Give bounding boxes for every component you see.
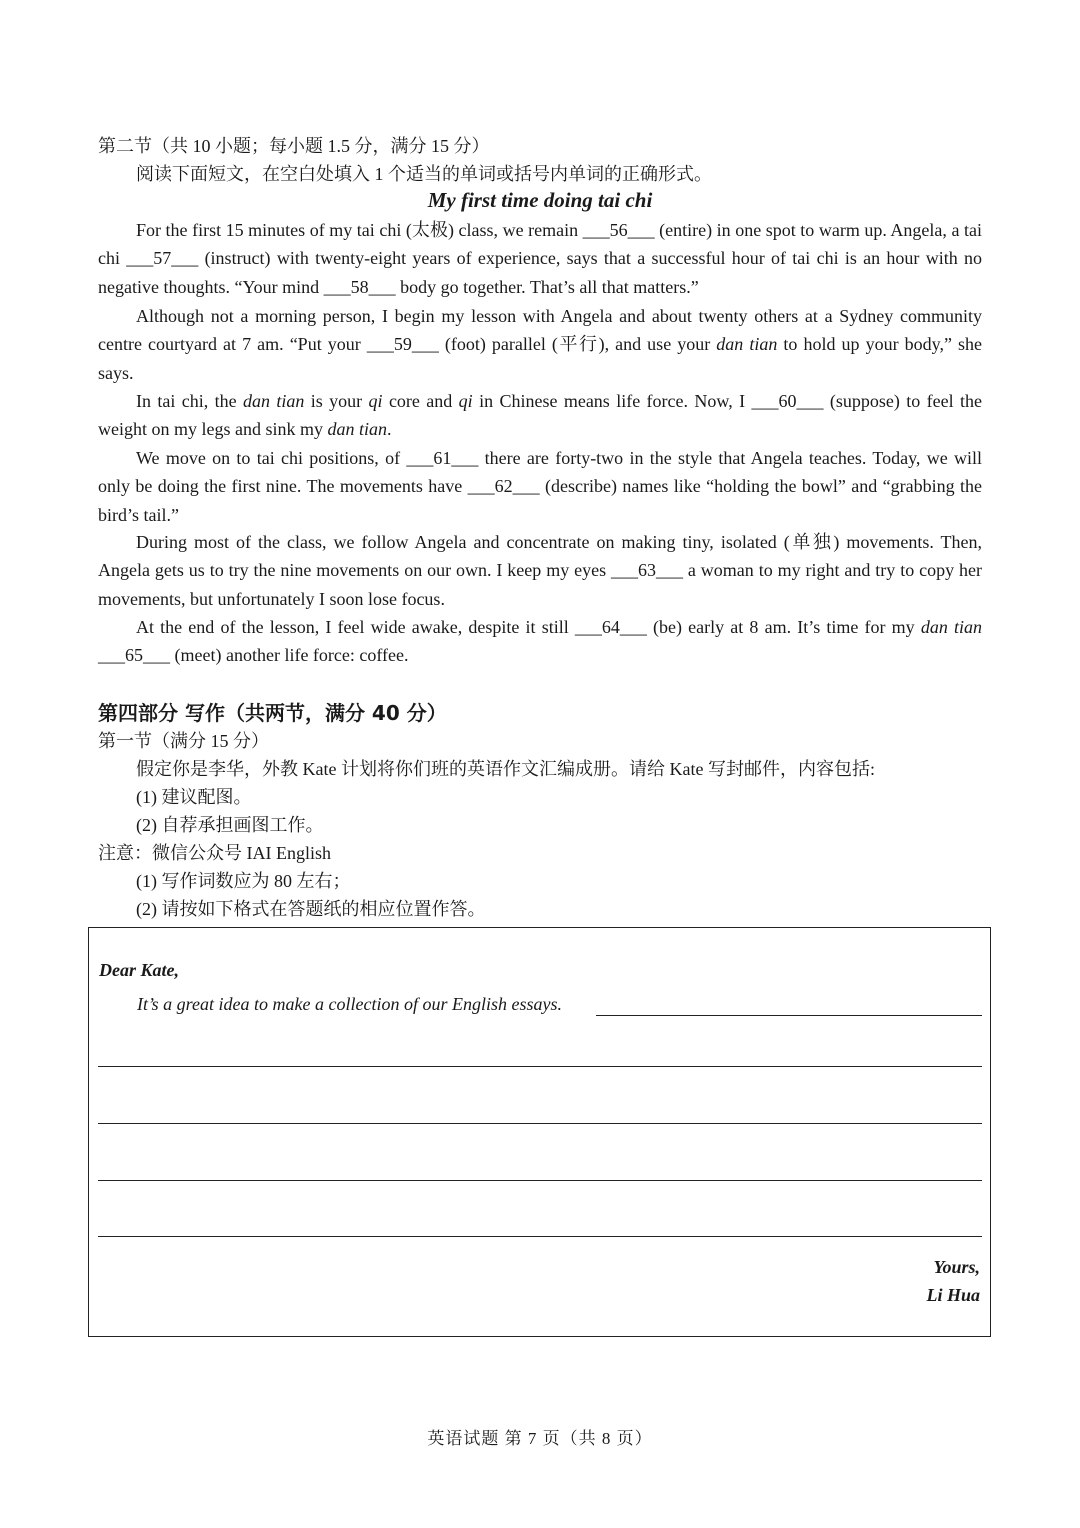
text-run: (foot) parallel (平行), and use your xyxy=(438,334,717,355)
passage-paragraph-1 xyxy=(98,216,982,301)
note-heading: 注意：微信公众号 IAI English xyxy=(98,843,331,863)
answer-line[interactable] xyxy=(98,1066,982,1067)
text-run: (describe) names like “holding the bowl” and “grabbing the bird’s tail.” xyxy=(98,476,983,525)
prompt-item-2: (2) 自荐承担画图工作。 xyxy=(136,815,324,835)
text-run: For the first 15 minutes of my tai chi (太极) class, we remain xyxy=(136,220,583,240)
passage-paragraph-2 xyxy=(98,302,982,387)
text-run: a woman to my right and try to copy her movements, but unfortunately I soon lose focus. xyxy=(98,560,982,609)
letter-opening: It’s a great idea to make a collection of our English essays. xyxy=(137,994,562,1014)
text-run: During most of the class, we follow Angela and concentrate on making tiny, isolated (单独) movements. Then, Angela gets us to try the nine movements on our own. I keep my eyes xyxy=(98,532,982,581)
answer-line[interactable] xyxy=(98,1123,982,1124)
part4-heading: 第四部分 写作（共两节，满分 40 分） xyxy=(98,701,447,725)
blank-64: ___64___ xyxy=(574,617,647,637)
italic-term: dan tian xyxy=(243,391,305,411)
page-footer: 英语试题 第 7 页（共 8 页） xyxy=(427,1429,653,1448)
text-run: Although not a morning person, I begin my lesson with Angela and about twenty others at a Sydney community centre courtyard at 7 am. “Put your xyxy=(98,306,982,355)
prompt-item-1: (1) 建议配图。 xyxy=(136,787,252,807)
text-run: is your xyxy=(304,391,369,411)
italic-term: qi xyxy=(458,391,473,411)
passage-paragraph-6 xyxy=(98,613,982,670)
writing-prompt: 假定你是李华，外教 Kate 计划将你们班的英语作文汇编成册。请给 Kate 写封邮件，内容包括: xyxy=(136,759,875,779)
passage-paragraph-3 xyxy=(98,387,982,444)
text-run: (entire) in one spot to warm up. Angela, a tai chi xyxy=(98,220,982,269)
letter-signature: Li Hua xyxy=(926,1285,980,1305)
text-run: (be) early at 8 am. It’s time for my xyxy=(646,617,921,637)
blank-56: ___56___ xyxy=(582,220,655,240)
blank-59: ___59___ xyxy=(366,334,439,355)
text-run: (meet) another life force: coffee. xyxy=(170,645,409,666)
passage-paragraph-4 xyxy=(98,444,982,529)
italic-term: dan tian xyxy=(327,419,387,440)
text-run: there are forty-two in the style that Angela teaches. Today, we will only be doing the first nine. The movements have xyxy=(98,448,982,497)
text-run: We move on to tai chi positions, of xyxy=(136,448,407,468)
blank-57: ___57___ xyxy=(126,248,199,269)
text-run: . xyxy=(387,419,392,440)
letter-closing: Yours, xyxy=(933,1257,980,1277)
text-run: in Chinese means life force. Now, I xyxy=(472,391,752,411)
note-item-1: (1) 写作词数应为 80 左右； xyxy=(136,871,351,891)
part4-section1-heading: 第一节（满分 15 分） xyxy=(98,731,269,751)
text-run: body go together. That’s all that matters.” xyxy=(395,276,699,297)
note-item-2: (2) 请按如下格式在答题纸的相应位置作答。 xyxy=(136,899,486,919)
blank-62: ___62___ xyxy=(467,476,540,497)
blank-63: ___63___ xyxy=(611,560,683,581)
blank-65: ___65___ xyxy=(98,645,170,666)
text-run: to hold up your body,” she says. xyxy=(98,334,983,383)
passage-paragraph-5 xyxy=(98,528,982,613)
answer-line[interactable] xyxy=(596,1015,982,1016)
text-run: At the end of the lesson, I feel wide awake, despite it still xyxy=(136,617,575,637)
answer-line[interactable] xyxy=(98,1236,982,1237)
text-run: (suppose) to feel the weight on my legs and sink my xyxy=(98,391,982,440)
blank-60: ___60___ xyxy=(751,391,824,411)
answer-box xyxy=(88,927,991,1337)
blank-61: ___61___ xyxy=(406,448,479,468)
section2-heading: 第二节（共 10 小题；每小题 1.5 分，满分 15 分） xyxy=(98,136,490,156)
answer-line[interactable] xyxy=(98,1180,982,1181)
italic-term: dan tian xyxy=(920,617,982,637)
italic-term: qi xyxy=(368,391,383,411)
text-run: (instruct) with twenty-eight years of experience, says that a successful hour of tai chi is an hour with no negative thoughts. “Your mind xyxy=(98,248,982,297)
italic-term: dan tian xyxy=(716,334,778,355)
text-run: In tai chi, the xyxy=(136,391,243,411)
text-run: core and xyxy=(382,391,459,411)
letter-greeting: Dear Kate, xyxy=(99,960,179,980)
section2-instruction: 阅读下面短文，在空白处填入 1 个适当的单词或括号内单词的正确形式。 xyxy=(136,164,712,184)
blank-58: ___58___ xyxy=(323,276,396,297)
passage-title: My first time doing tai chi xyxy=(427,188,653,212)
